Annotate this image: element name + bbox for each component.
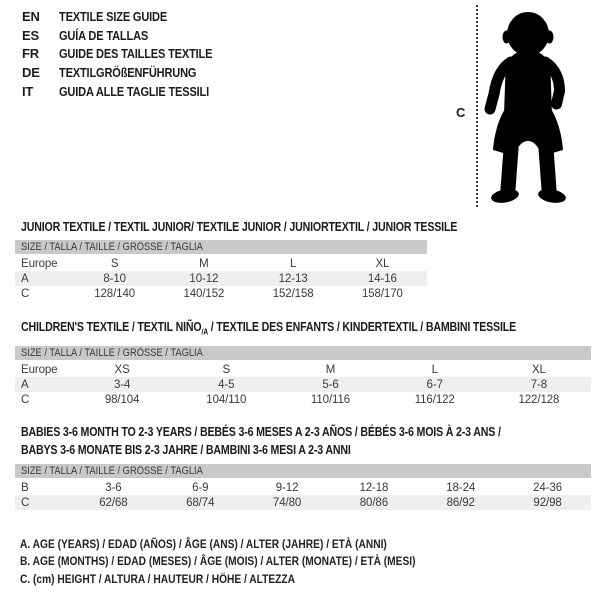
- footnote-a: A. AGE (YEARS) / EDAD (AÑOS) / ÂGE (ANS) / ALTER (JAHRE) / ETÀ (ANNI): [20, 537, 387, 551]
- language-code: DE: [22, 65, 40, 81]
- value-cell: 68/74: [186, 496, 215, 509]
- value-cell: 8-10: [103, 272, 126, 285]
- babies-size-table: [15, 464, 591, 510]
- row-label-cell: C: [21, 393, 30, 406]
- value-cell: 92/98: [533, 496, 562, 509]
- value-cell: S: [110, 257, 119, 270]
- value-cell: 6-9: [192, 481, 209, 494]
- row-label-cell: A: [21, 272, 29, 285]
- row-label-cell: A: [21, 378, 29, 391]
- footnotes: [20, 536, 485, 588]
- baby-silhouette-icon: [480, 3, 580, 208]
- table-row: [15, 286, 427, 301]
- language-label: GUIDA ALLE TAGLIE TESSILI: [59, 83, 210, 99]
- children-size-table: [15, 346, 591, 407]
- value-cell: 5-6: [322, 378, 339, 391]
- table-row: [15, 392, 591, 407]
- table-row: [15, 362, 591, 377]
- value-cell: 10-12: [189, 272, 219, 285]
- language-code: ES: [22, 27, 39, 43]
- footnote-c: C. (cm) HEIGHT / ALTURA / HAUTEUR / HÖHE / ALTEZZA: [20, 571, 296, 586]
- value-cell: 62/68: [99, 496, 128, 509]
- value-cell: 116/122: [414, 393, 455, 406]
- value-cell: 12-13: [278, 272, 308, 285]
- junior-table-title: JUNIOR TEXTILE / TEXTIL JUNIOR/ TEXTILE JUNIOR / JUNIORTEXTIL / JUNIOR TESSILE: [21, 220, 458, 234]
- value-cell: L: [289, 257, 297, 270]
- language-label: TEXTILGRÖßENFÜHRUNG: [59, 65, 197, 81]
- value-cell: XL: [531, 363, 546, 376]
- size-header-bar: SIZE / TALLA / TAILLE / GRÖSSE / TAGLIA: [15, 464, 591, 478]
- title-subscript: /A: [201, 327, 208, 337]
- language-code: FR: [22, 46, 39, 62]
- table-row: [15, 271, 427, 286]
- value-cell: 7-8: [530, 378, 548, 391]
- language-label: GUÍA DE TALLAS: [59, 27, 149, 43]
- value-cell: 9-12: [275, 481, 299, 494]
- row-label-cell: C: [21, 496, 30, 509]
- table-row: [15, 495, 591, 510]
- value-cell: 4-5: [218, 378, 235, 391]
- babies-table-title: BABIES 3-6 MONTH TO 2-3 YEARS / BEBÉS 3-6 MESES A 2-3 AÑOS / BÉBÉS 3-6 MOIS À 2-3 ANS / BABYS 3-6 MONATE BIS 2-3 JAHRE / BAMBINI 3-6 MESI A 2-3 ANNI: [21, 425, 501, 457]
- value-cell: 86/92: [446, 496, 475, 509]
- value-cell: 18-24: [446, 481, 476, 494]
- value-cell: L: [431, 363, 438, 376]
- value-cell: 24-36: [533, 481, 563, 494]
- value-cell: 3-6: [105, 481, 122, 494]
- language-row: [22, 45, 239, 64]
- value-cell: 128/140: [94, 287, 136, 300]
- value-cell: XS: [114, 363, 130, 376]
- table-row: [15, 377, 591, 392]
- language-code: EN: [22, 9, 40, 24]
- footnote-b: B. AGE (MONTHS) / EDAD (MESES) / ÂGE (MOIS) / ALTER (MONATE) / ETÀ (MESI): [20, 554, 416, 569]
- language-list: [22, 8, 239, 101]
- value-cell: 104/110: [206, 393, 247, 406]
- value-cell: S: [222, 363, 231, 376]
- value-cell: XL: [375, 257, 390, 270]
- value-cell: 140/152: [183, 287, 225, 300]
- table-row: [15, 480, 591, 495]
- value-cell: 12-18: [359, 481, 389, 494]
- language-row: [22, 27, 239, 46]
- language-label: TEXTILE SIZE GUIDE: [59, 9, 168, 24]
- language-row: [22, 8, 239, 27]
- row-label-cell: Europe: [21, 363, 58, 376]
- row-label-cell: Europe: [21, 257, 58, 270]
- value-cell: 122/128: [518, 393, 560, 406]
- value-cell: 110/116: [310, 393, 351, 406]
- language-row: [22, 64, 239, 83]
- value-cell: 158/170: [361, 287, 403, 300]
- table-row: [15, 256, 427, 271]
- value-cell: 98/104: [104, 393, 140, 406]
- row-label-cell: C: [21, 287, 30, 300]
- value-cell: 3-4: [113, 378, 131, 391]
- height-measure-label: C: [456, 105, 466, 120]
- value-cell: 74/80: [272, 496, 302, 509]
- value-cell: 14-16: [367, 272, 397, 285]
- junior-size-table: [15, 240, 427, 301]
- row-label-cell: B: [21, 481, 29, 494]
- value-cell: 152/158: [272, 287, 314, 300]
- size-header-bar: SIZE / TALLA / TAILLE / GRÖSSE / TAGLIA: [15, 240, 427, 254]
- language-row: [22, 83, 239, 102]
- value-cell: M: [199, 257, 209, 270]
- value-cell: 6-7: [426, 378, 443, 391]
- children-table-title: CHILDREN'S TEXTILE / TEXTIL $NIÑO_{/A}$ / TEXTILE DES ENFANTS / KINDERTEXTIL / BAMBINI TESSILE: [21, 320, 517, 337]
- size-header-bar: SIZE / TALLA / TAILLE / GRÖSSE / TAGLIA: [15, 346, 591, 360]
- value-cell: M: [325, 363, 336, 376]
- value-cell: 80/86: [359, 496, 389, 509]
- language-label: GUIDE DES TAILLES TEXTILE: [59, 46, 213, 62]
- height-dotted-line: [476, 5, 478, 207]
- language-code: IT: [22, 83, 34, 99]
